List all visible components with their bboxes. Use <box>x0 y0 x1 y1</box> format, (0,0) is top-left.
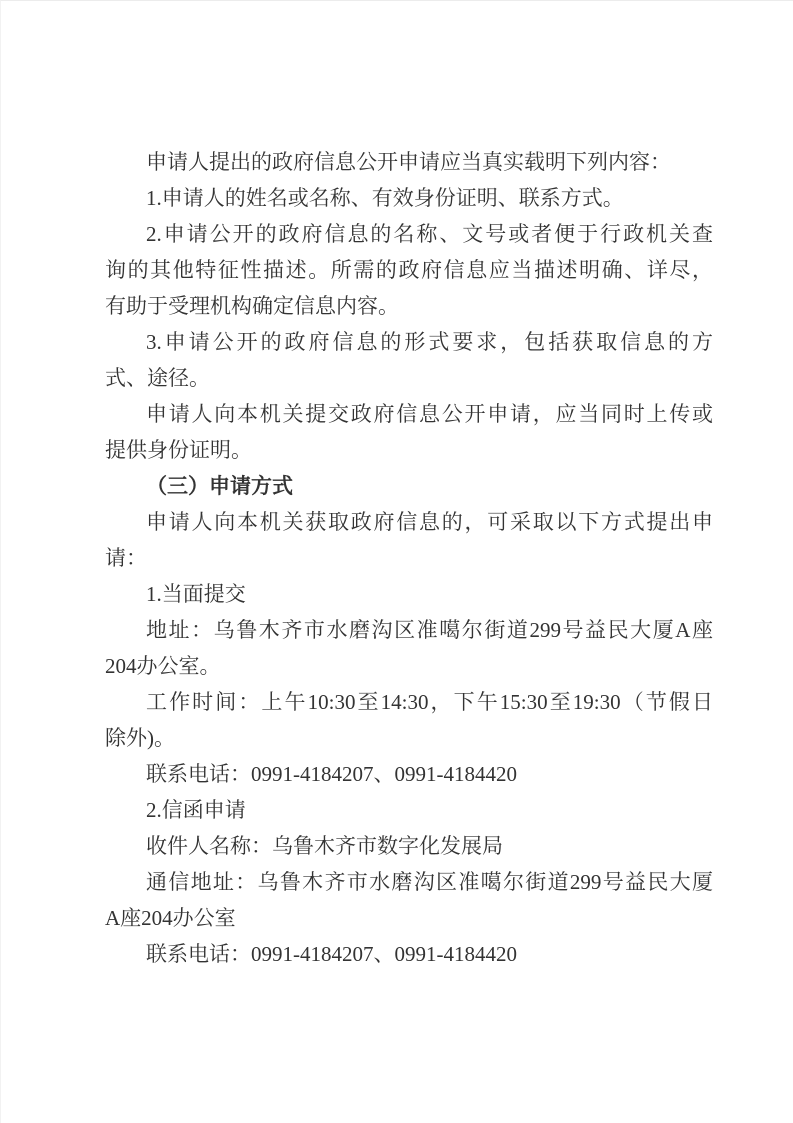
identity-proof-note-line-1: 申请人向本机关提交政府信息公开申请，应当同时上传或 <box>146 402 713 426</box>
method-1-address-line-1: 地址：乌鲁木齐市水磨沟区准噶尔街道299号益民大厦A座 <box>146 618 713 642</box>
identity-proof-note <box>105 396 713 468</box>
method-1-address-line-2: 204办公室。 <box>105 654 221 678</box>
document-body <box>105 144 713 972</box>
method-2-recipient-line-1: 收件人名称：乌鲁木齐市数字化发展局 <box>146 834 503 858</box>
content-item-2-line-3: 有助于受理机构确定信息内容。 <box>105 294 399 318</box>
method-1-title <box>105 576 713 612</box>
content-item-3-line-2: 式、途径。 <box>105 366 210 390</box>
content-item-1 <box>105 180 713 216</box>
method-1-working-hours-line-1: 工作时间：上午10:30至14:30，下午15:30至19:30（节假日 <box>146 690 713 714</box>
intro-paragraph-line-1: 申请人提出的政府信息公开申请应当真实载明下列内容： <box>146 150 671 174</box>
identity-proof-note-line-2: 提供身份证明。 <box>105 438 252 462</box>
method-1-phone-line-1: 联系电话：0991-4184207、0991-4184420 <box>146 762 517 786</box>
content-item-1-line-1: 1.申请人的姓名或名称、有效身份证明、联系方式。 <box>146 186 624 210</box>
method-intro-line-2: 请： <box>105 546 147 570</box>
intro-paragraph <box>105 144 713 180</box>
content-item-2 <box>105 216 713 324</box>
method-1-working-hours <box>105 684 713 756</box>
section-heading-application-method-line-1: （三）申请方式 <box>146 474 293 498</box>
content-item-3 <box>105 324 713 396</box>
method-intro-line-1: 申请人向本机关获取政府信息的，可采取以下方式提出申 <box>146 510 713 534</box>
method-1-title-line-1: 1.当面提交 <box>146 582 246 606</box>
method-1-working-hours-line-2: 除外)。 <box>105 726 175 750</box>
method-2-phone-line-1: 联系电话：0991-4184207、0991-4184420 <box>146 942 517 966</box>
method-2-recipient <box>105 828 713 864</box>
method-2-title <box>105 792 713 828</box>
method-2-mailing-address-line-1: 通信地址：乌鲁木齐市水磨沟区准噶尔街道299号益民大厦 <box>146 870 713 894</box>
method-intro <box>105 504 713 576</box>
method-2-mailing-address <box>105 864 713 936</box>
method-1-address <box>105 612 713 684</box>
method-2-mailing-address-line-2: A座204办公室 <box>105 906 236 930</box>
method-2-phone <box>105 936 713 972</box>
content-item-3-line-1: 3.申请公开的政府信息的形式要求，包括获取信息的方 <box>146 330 713 354</box>
method-1-phone <box>105 756 713 792</box>
content-item-2-line-2: 询的其他特征性描述。所需的政府信息应当描述明确、详尽， <box>105 258 713 282</box>
content-item-2-line-1: 2.申请公开的政府信息的名称、文号或者便于行政机关查 <box>146 222 713 246</box>
section-heading-application-method <box>105 468 713 504</box>
method-2-title-line-1: 2.信函申请 <box>146 798 246 822</box>
